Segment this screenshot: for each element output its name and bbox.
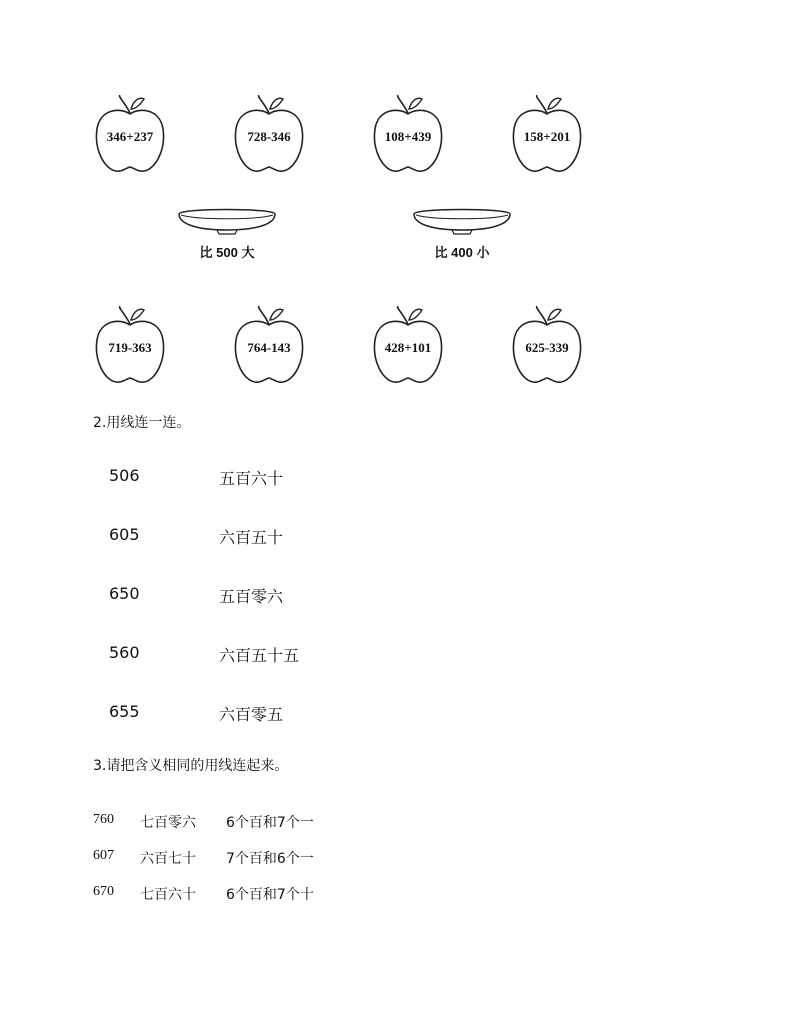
match-word[interactable]: 五百零六: [219, 587, 284, 606]
meaning-word[interactable]: 六百七十: [140, 851, 196, 867]
apple-expression: 764-143: [247, 340, 291, 355]
apple-expression: 728-346: [247, 129, 291, 144]
match-row: [0, 525, 794, 549]
question-2-title: 2.用线连一连。: [93, 415, 191, 431]
meaning-word[interactable]: 七百六十: [140, 887, 196, 903]
apple-expression: 158+201: [523, 129, 571, 144]
meaning-number[interactable]: 670: [93, 884, 114, 899]
meaning-row: [0, 812, 794, 834]
plate-greater-500[interactable]: [177, 206, 287, 276]
meaning-row: [0, 848, 794, 870]
match-row: [0, 643, 794, 667]
apple[interactable]: [233, 306, 313, 390]
match-row: [0, 702, 794, 726]
apple[interactable]: [511, 306, 591, 390]
match-word[interactable]: 六百五十五: [219, 646, 300, 665]
question-3-title: 3.请把含义相同的用线连起来。: [93, 758, 289, 774]
meaning-row: [0, 884, 794, 906]
plate-label: 比 400 小: [434, 245, 490, 260]
plate-icon: [177, 206, 277, 240]
apple[interactable]: [372, 95, 452, 179]
meaning-word[interactable]: 七百零六: [140, 815, 196, 831]
apple-expression: 108+439: [384, 129, 432, 144]
meaning-number[interactable]: 607: [93, 848, 114, 863]
apple[interactable]: [94, 306, 174, 390]
apple-expression: 346+237: [106, 129, 154, 144]
apple[interactable]: [511, 95, 591, 179]
match-word[interactable]: 五百六十: [219, 469, 284, 488]
plate-less-400[interactable]: [412, 206, 522, 276]
apples-bottom-row: [0, 306, 794, 396]
meaning-description[interactable]: 7个百和6个一: [226, 851, 314, 867]
apple[interactable]: [94, 95, 174, 179]
plate-icon: [412, 206, 512, 240]
match-number[interactable]: 650: [109, 584, 140, 603]
match-number[interactable]: 506: [109, 466, 140, 485]
meaning-description[interactable]: 6个百和7个一: [226, 815, 314, 831]
match-row: [0, 584, 794, 608]
meaning-number[interactable]: 760: [93, 812, 114, 827]
match-number[interactable]: 605: [109, 525, 140, 544]
apples-top-row: [0, 95, 794, 185]
apple-expression: 625-339: [525, 340, 569, 355]
match-word[interactable]: 六百五十: [219, 528, 284, 547]
match-number[interactable]: 560: [109, 643, 140, 662]
match-number[interactable]: 655: [109, 702, 140, 721]
meaning-description[interactable]: 6个百和7个十: [226, 887, 314, 903]
apple[interactable]: [372, 306, 452, 390]
apple-expression: 719-363: [108, 340, 152, 355]
apple[interactable]: [233, 95, 313, 179]
plate-label: 比 500 大: [199, 245, 255, 260]
apple-expression: 428+101: [384, 340, 432, 355]
match-row: [0, 466, 794, 490]
match-word[interactable]: 六百零五: [219, 705, 284, 724]
